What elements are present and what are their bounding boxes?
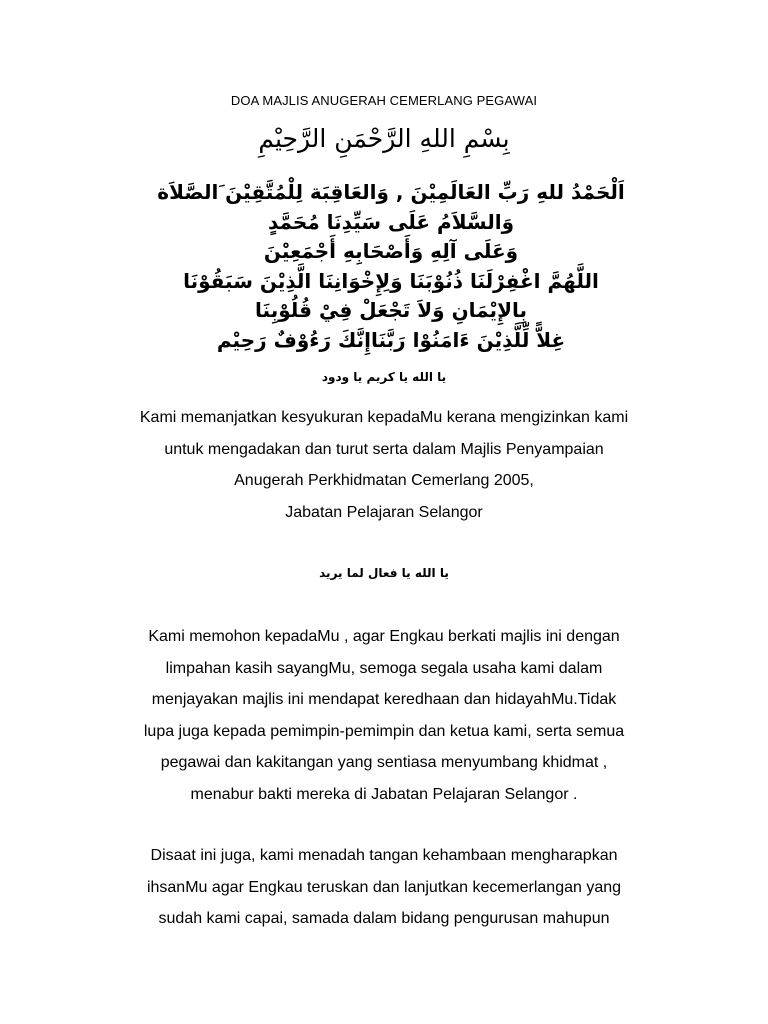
- paragraph-line: Kami memanjatkan kesyukuran kepadaMu kerana mengizinkan kami: [139, 409, 629, 426]
- paragraph-line: Anugerah Perkhidmatan Cemerlang 2005,: [234, 472, 534, 489]
- paragraph-thanksgiving: [80, 402, 688, 528]
- arabic-line: بِالإِيْمَانِ وَلاَ تَجْعَلْ فِيْ قُلُوْبِنَا: [255, 298, 527, 322]
- bismillah-heading: بِسْمِ اللهِ الرَّحْمَنِ الرَّحِيْمِ: [258, 124, 510, 153]
- paragraph-hope: [80, 840, 688, 935]
- paragraph-line: ihsanMu agar Engkau teruskan dan lanjutkan kecemerlangan yang: [146, 878, 622, 896]
- document-title: DOA MAJLIS ANUGERAH CEMERLANG PEGAWAI: [230, 93, 538, 108]
- arabic-line: غِلاًّ لِّلَّذِيْنَ ءَامَنُوْا رَبَّنَاإِنَّكَ رَءُوْفٌ رَحِيْم: [216, 327, 566, 352]
- arabic-line: اَلْحَمْدُ للهِ رَبِّ العَالَمِيْنَ , وَالعَاقِبَة لِلْمُتَّقِيْنَ َالصَّلاَة: [157, 180, 625, 204]
- paragraph-line: untuk mengadakan dan turut serta dalam Majlis Penyampaian: [164, 440, 604, 458]
- paragraph-line: menabur bakti mereka di Jabatan Pelajaran Selangor .: [190, 785, 578, 803]
- arabic-line: اللَّهُمَّ اغْفِرْلَنَا ذُنُوْبَنَا وَلِإِخْوَانِنَا الَّذِيْنَ سَبَقُوْنَا: [183, 268, 599, 293]
- invocation-line-1: يا الله يا كريم يا ودود: [321, 370, 447, 384]
- paragraph-supplication: [80, 621, 688, 810]
- arabic-line: وَعَلَى آلِهِ وَأَصْحَابِهِ أَجْمَعِيْنَ: [263, 239, 519, 263]
- paragraph-line: limpahan kasih sayangMu, semoga segala usaha kami dalam: [165, 659, 603, 677]
- arabic-line: وَالسَّلاَمُ عَلَى سَيِّدِنَا مُحَمَّدٍ: [267, 209, 515, 234]
- paragraph-line: pegawai dan kakitangan yang sentiasa menyumbang khidmat ,: [160, 754, 608, 771]
- invocation-line-2: يا الله يا فعال لما يريد: [319, 566, 449, 580]
- paragraph-line: menjayakan majlis ini mendapat keredhaan dan hidayahMu.Tidak: [151, 691, 617, 708]
- paragraph-line: Disaat ini juga, kami menadah tangan kehambaan mengharapkan: [150, 847, 618, 864]
- paragraph-line: Jabatan Pelajaran Selangor: [285, 503, 483, 521]
- paragraph-line: sudah kami capai, samada dalam bidang pengurusan mahupun: [158, 910, 610, 927]
- paragraph-line: lupa juga kepada pemimpin-pemimpin dan ketua kami, serta semua: [143, 722, 625, 740]
- arabic-prayer-block: [112, 178, 670, 355]
- paragraph-line: Kami memohon kepadaMu , agar Engkau berkati majlis ini dengan: [148, 628, 620, 645]
